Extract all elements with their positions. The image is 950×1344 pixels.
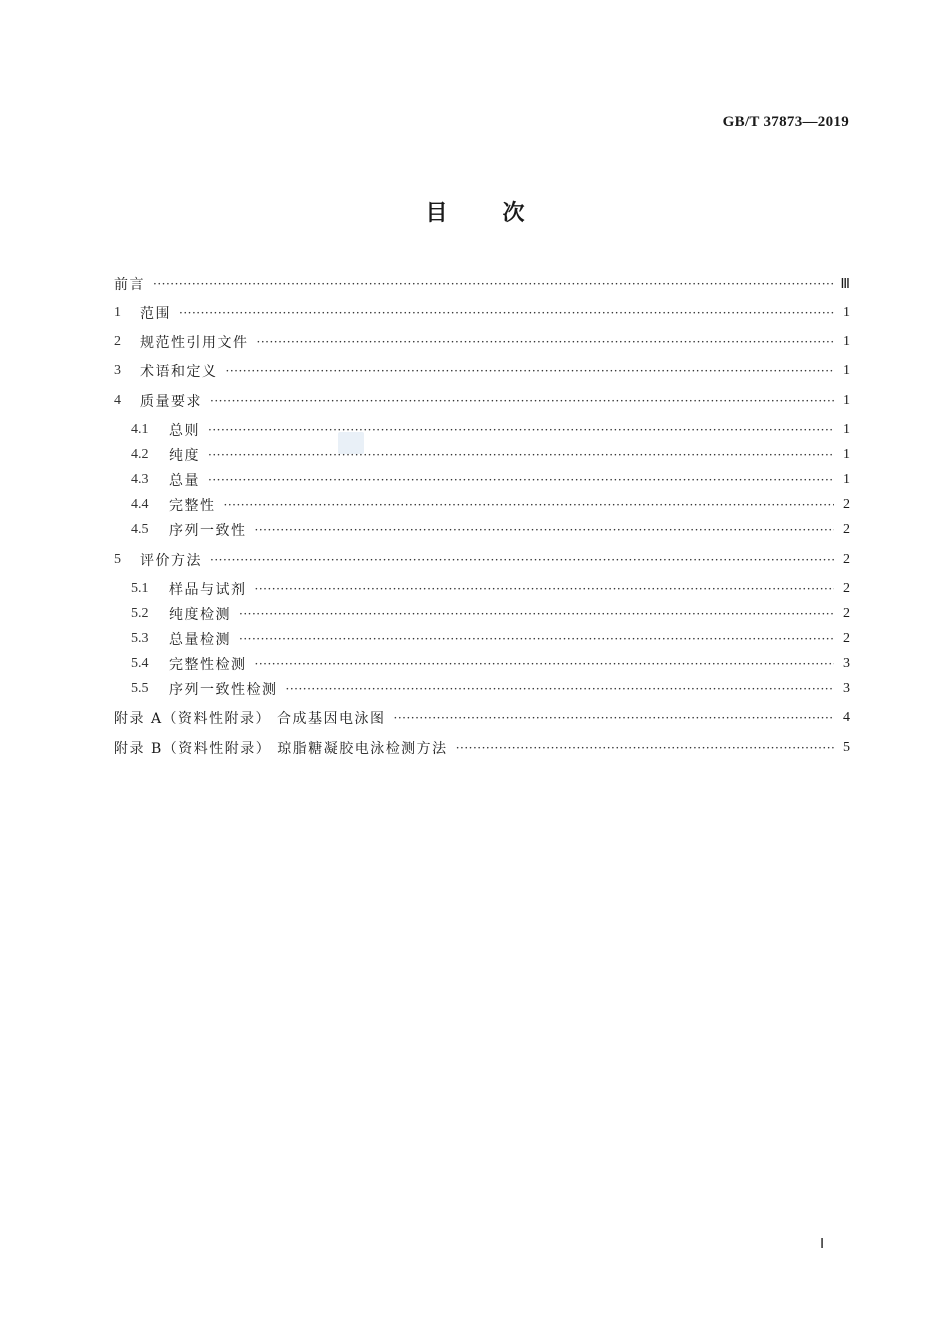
toc-item-5-3[interactable] bbox=[131, 629, 850, 649]
page-title: 目次 bbox=[425, 201, 580, 226]
toc-item-5-5[interactable] bbox=[131, 679, 850, 699]
toc-item-5-2[interactable] bbox=[131, 604, 850, 624]
toc-item-page: 1 bbox=[843, 334, 850, 349]
dot-leader bbox=[224, 498, 835, 512]
toc-item-page: 1 bbox=[843, 363, 850, 378]
dot-leader bbox=[257, 335, 835, 349]
toc-item-page: 1 bbox=[843, 422, 850, 437]
toc-item-number: 5.1 bbox=[131, 581, 149, 596]
dot-leader bbox=[208, 473, 834, 487]
toc-item-label: 评价方法 bbox=[140, 553, 202, 569]
toc-item-label: 附录 B（资料性附录） 琼脂糖凝胶电泳检测方法 bbox=[114, 741, 448, 757]
toc-item-page: 2 bbox=[843, 497, 850, 512]
toc-item-number: 4.2 bbox=[131, 447, 149, 462]
toc-item-label: 完整性检测 bbox=[169, 657, 247, 673]
toc-item-page: 3 bbox=[843, 681, 850, 696]
toc-item-page: 2 bbox=[843, 631, 850, 646]
toc-item-number: 4.4 bbox=[131, 497, 149, 512]
toc-item-appendix-a[interactable] bbox=[114, 708, 850, 728]
toc-item-label: 附录 A（资料性附录） 合成基因电泳图 bbox=[114, 711, 386, 727]
toc-item-label: 总量检测 bbox=[169, 632, 231, 648]
dot-leader bbox=[239, 607, 834, 621]
toc-item-label: 前言 bbox=[114, 277, 145, 293]
dot-leader bbox=[255, 657, 835, 671]
toc-item-number: 2 bbox=[114, 334, 121, 349]
dot-leader bbox=[226, 364, 835, 378]
document-number: GB/T 37873—2019 bbox=[722, 114, 849, 130]
toc-item-4-5[interactable] bbox=[131, 520, 850, 540]
toc-item-page: 4 bbox=[843, 710, 850, 725]
toc-item-number: 5.3 bbox=[131, 631, 149, 646]
toc-item-terms-definitions[interactable] bbox=[114, 361, 850, 381]
toc-item-number: 5.5 bbox=[131, 681, 149, 696]
toc-item-4-2[interactable] bbox=[131, 445, 850, 465]
toc-item-page: 1 bbox=[843, 393, 850, 408]
toc-item-page: 3 bbox=[843, 656, 850, 671]
toc-item-evaluation-methods[interactable] bbox=[114, 550, 850, 570]
dot-leader bbox=[239, 632, 834, 646]
toc-item-5-1[interactable] bbox=[131, 579, 850, 599]
toc-item-page: 2 bbox=[843, 581, 850, 596]
toc-item-label: 序列一致性 bbox=[169, 523, 247, 539]
toc-item-label: 纯度 bbox=[169, 448, 200, 464]
toc-item-number: 4 bbox=[114, 393, 121, 408]
toc-item-number: 3 bbox=[114, 363, 121, 378]
toc-item-page: 5 bbox=[843, 740, 850, 755]
toc-item-number: 4.1 bbox=[131, 422, 149, 437]
dot-leader bbox=[179, 306, 834, 320]
toc-item-number: 5.2 bbox=[131, 606, 149, 621]
toc-item-appendix-b[interactable] bbox=[114, 738, 850, 758]
toc-item-label: 质量要求 bbox=[140, 394, 202, 410]
toc-item-4-3[interactable] bbox=[131, 470, 850, 490]
dot-leader bbox=[456, 741, 834, 755]
toc-item-4-4[interactable] bbox=[131, 495, 850, 515]
dot-leader bbox=[394, 711, 834, 725]
dot-leader bbox=[255, 582, 835, 596]
toc-item-label: 术语和定义 bbox=[140, 364, 218, 380]
toc-item-label: 规范性引用文件 bbox=[140, 335, 249, 351]
toc-item-label: 完整性 bbox=[169, 498, 216, 514]
toc-item-normative-references[interactable] bbox=[114, 332, 850, 352]
toc-item-page: 2 bbox=[843, 552, 850, 567]
page-number: Ⅰ bbox=[820, 1237, 825, 1252]
toc-item-label: 总量 bbox=[169, 473, 200, 489]
toc-item-page: 2 bbox=[843, 522, 850, 537]
dot-leader bbox=[208, 448, 834, 462]
toc-item-label: 样品与试剂 bbox=[169, 582, 247, 598]
dot-leader bbox=[153, 277, 834, 291]
toc-item-quality-requirements[interactable] bbox=[114, 391, 850, 411]
toc-item-label: 总则 bbox=[169, 423, 200, 439]
dot-leader bbox=[210, 553, 834, 567]
toc-item-4-1[interactable] bbox=[131, 420, 850, 440]
toc-item-number: 5.4 bbox=[131, 656, 149, 671]
toc-item-5-4[interactable] bbox=[131, 654, 850, 674]
toc-item-label: 范围 bbox=[140, 306, 171, 322]
toc-item-page: 1 bbox=[843, 472, 850, 487]
toc-item-foreword[interactable] bbox=[114, 274, 850, 294]
toc-item-number: 4.5 bbox=[131, 522, 149, 537]
toc-item-label: 序列一致性检测 bbox=[169, 682, 278, 698]
dot-leader bbox=[210, 394, 834, 408]
toc-item-number: 4.3 bbox=[131, 472, 149, 487]
toc-item-page: Ⅲ bbox=[840, 276, 850, 292]
toc-item-scope[interactable] bbox=[114, 303, 850, 323]
dot-leader bbox=[208, 423, 834, 437]
toc-item-number: 1 bbox=[114, 305, 121, 320]
toc-item-page: 2 bbox=[843, 606, 850, 621]
toc-item-label: 纯度检测 bbox=[169, 607, 231, 623]
dot-leader bbox=[286, 682, 835, 696]
toc-item-page: 1 bbox=[843, 305, 850, 320]
toc-item-number: 5 bbox=[114, 552, 121, 567]
dot-leader bbox=[255, 523, 835, 537]
toc-item-page: 1 bbox=[843, 447, 850, 462]
